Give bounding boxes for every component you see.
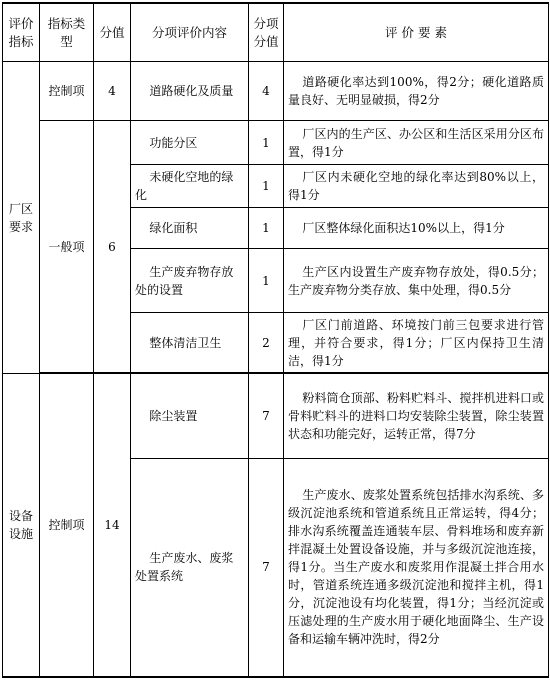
element-text: 道路硬化率达到100%，得2分；硬化道路质量良好、无明显破损，得2分 bbox=[284, 62, 549, 121]
header-score: 分值 bbox=[94, 3, 131, 62]
sub-score: 1 bbox=[249, 165, 284, 208]
sub-content: 绿化面积 bbox=[131, 208, 249, 249]
sub-score: 1 bbox=[249, 249, 284, 313]
sub-score: 2 bbox=[249, 313, 284, 373]
header-indicator-type: 指标类型 bbox=[40, 3, 94, 62]
header-indicator: 评价指标 bbox=[3, 3, 40, 62]
group-score: 4 bbox=[94, 62, 131, 121]
table-header-row bbox=[3, 3, 549, 62]
sub-content: 整体清洁卫生 bbox=[131, 313, 249, 373]
header-sub-score: 分项分值 bbox=[249, 3, 284, 62]
sub-content: 未硬化空地的绿化 bbox=[131, 165, 249, 208]
element-text: 厂区门前道路、环境按门前三包要求进行管理，并符合要求，得1分；厂区内保持卫生清洁，得1分 bbox=[284, 313, 549, 373]
table-row bbox=[3, 374, 549, 459]
element-text: 厂区内未硬化空地的绿化率达到80%以上，得1分 bbox=[284, 165, 549, 208]
element-text: 厂区整体绿化面积达10%以上，得1分 bbox=[284, 208, 549, 249]
element-text: 生产废水、废浆处置系统包括排水沟系统、多级沉淀池系统和管道系统且正常运转，得4分；排水沟系统覆盖连通装车层、骨料堆场和废弃新拌混凝土处置设备设施，并与多级沉淀池连接，得1分。当生产废水和废浆用作混凝土拌合用水时，管道系统连通多级沉淀池和搅拌主机，得1分，沉淀池设有均化装置，得1分；当经沉淀或压滤处理的生产废水用于硬化地面降尘、生产设备和运输车辆冲洗时，得2分 bbox=[284, 459, 549, 677]
table-row bbox=[3, 62, 549, 121]
sub-score: 1 bbox=[249, 208, 284, 249]
sub-content: 生产废弃物存放处的设置 bbox=[131, 249, 249, 313]
sub-content: 道路硬化及质量 bbox=[131, 62, 249, 121]
element-text: 生产区内设置生产废弃物存放处，得0.5分；生产废弃物分类存放、集中处理，得0.5分 bbox=[284, 249, 549, 313]
indicator-type: 一般项 bbox=[40, 121, 94, 373]
sub-score: 4 bbox=[249, 62, 284, 121]
sub-score: 7 bbox=[249, 374, 284, 459]
group-score: 14 bbox=[94, 374, 131, 677]
sub-content: 除尘装置 bbox=[131, 374, 249, 459]
indicator-type: 控制项 bbox=[40, 62, 94, 121]
group-score: 6 bbox=[94, 121, 131, 373]
sub-score: 1 bbox=[249, 121, 284, 165]
element-text: 粉料筒仓顶部、粉料贮料斗、搅拌机进料口或骨料贮料斗的进料口均安装除尘装置，除尘装置状态和功能完好，运转正常，得7分 bbox=[284, 374, 549, 459]
sub-score: 7 bbox=[249, 459, 284, 677]
section-name: 厂区要求 bbox=[3, 62, 40, 374]
evaluation-table bbox=[2, 2, 549, 678]
sub-content: 功能分区 bbox=[131, 121, 249, 165]
header-elements: 评 价 要 素 bbox=[284, 3, 549, 62]
header-sub-content: 分项评价内容 bbox=[131, 3, 249, 62]
sub-content: 生产废水、废浆处置系统 bbox=[131, 459, 249, 677]
indicator-type: 控制项 bbox=[40, 374, 94, 677]
element-text: 厂区内的生产区、办公区和生活区采用分区布置，得1分 bbox=[284, 121, 549, 165]
section-name: 设备设施 bbox=[3, 374, 40, 677]
table-row bbox=[3, 121, 549, 165]
